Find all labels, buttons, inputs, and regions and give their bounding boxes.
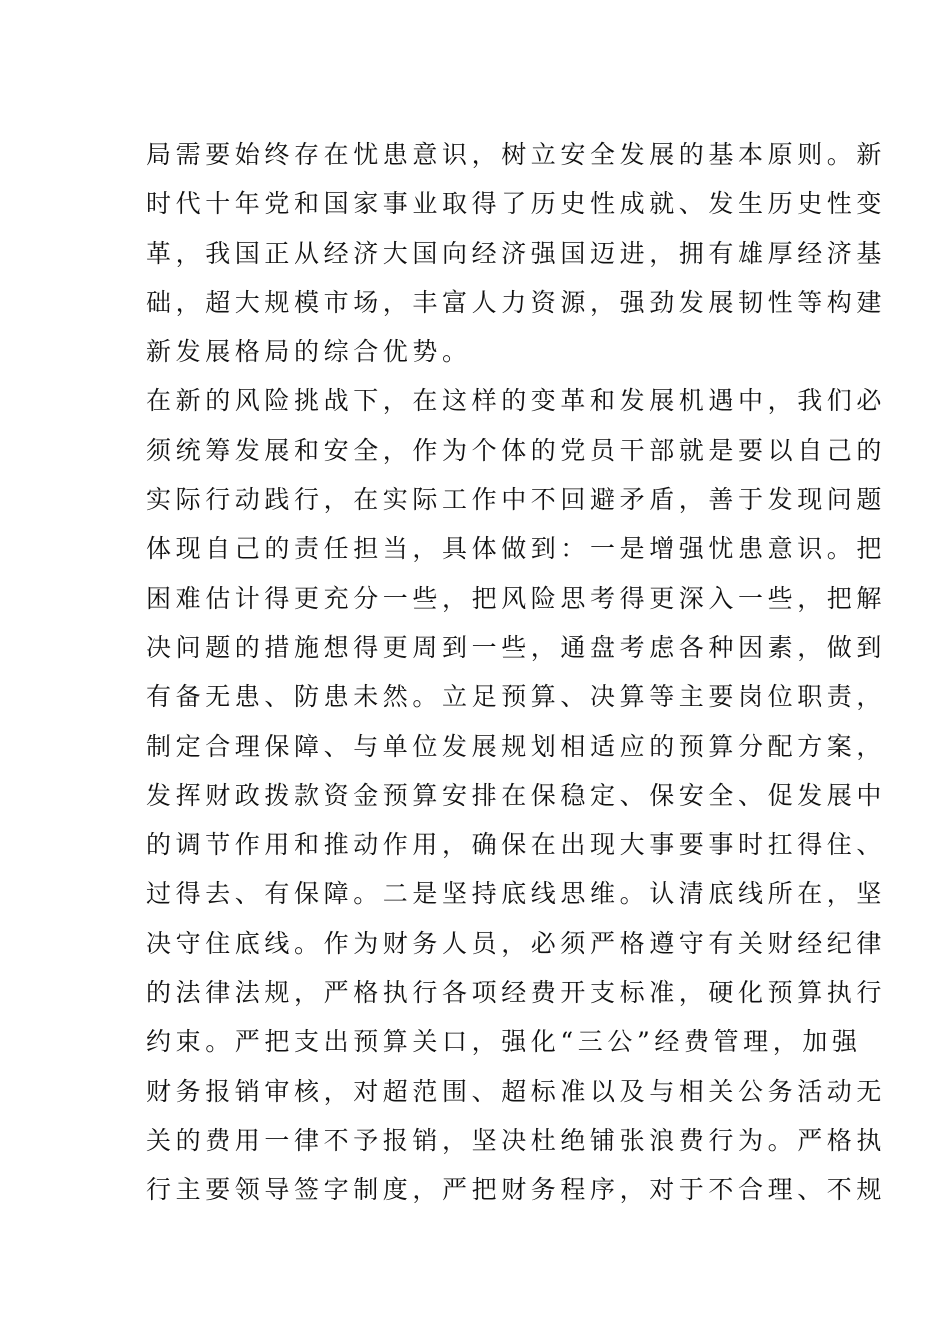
text-line: 约束。严把支出预算关口，强化“三公”经费管理，加强 xyxy=(146,1027,862,1057)
text-line: 制定合理保障、与单位发展规划相适应的预算分配方案， xyxy=(146,731,887,761)
text-line: 在新的风险挑战下，在这样的变革和发展机遇中，我们必 xyxy=(146,386,887,416)
text-line: 决守住底线。作为财务人员，必须严格遵守有关财经纪律 xyxy=(146,928,887,958)
text-line: 发挥财政拨款资金预算安排在保稳定、保安全、促发展中 xyxy=(146,780,887,810)
text-line: 困难估计得更充分一些，把风险思考得更深入一些，把解 xyxy=(146,583,887,613)
text-line: 实际行动践行，在实际工作中不回避矛盾，善于发现问题 xyxy=(146,485,887,515)
text-line: 体现自己的责任担当，具体做到：一是增强忧患意识。把 xyxy=(146,534,887,564)
text-line: 财务报销审核，对超范围、超标准以及与相关公务活动无 xyxy=(146,1076,887,1106)
text-line: 革，我国正从经济大国向经济强国迈进，拥有雄厚经济基 xyxy=(146,238,887,268)
text-line: 有备无患、防患未然。立足预算、决算等主要岗位职责， xyxy=(146,682,887,712)
text-line: 局需要始终存在忧患意识，树立安全发展的基本原则。新 xyxy=(146,140,887,169)
text-line: 的法律法规，严格执行各项经费开支标准，硬化预算执行 xyxy=(146,978,887,1008)
text-line: 行主要领导签字制度，严把财务程序，对于不合理、不规 xyxy=(146,1175,887,1205)
text-line: 的调节作用和推动作用，确保在出现大事要事时扛得住、 xyxy=(146,830,887,860)
text-line: 关的费用一律不予报销，坚决杜绝铺张浪费行为。严格执 xyxy=(146,1125,887,1155)
text-line: 决问题的措施想得更周到一些，通盘考虑各种因素，做到 xyxy=(146,632,887,662)
text-line: 须统筹发展和安全，作为个体的党员干部就是要以自己的 xyxy=(146,435,887,465)
text-line: 过得去、有保障。二是坚持底线思维。认清底线所在，坚 xyxy=(146,879,887,909)
text-line: 新发展格局的综合优势。 xyxy=(146,337,472,367)
text-line: 础，超大规模市场，丰富人力资源，强劲发展韧性等构建 xyxy=(146,287,887,317)
body-text xyxy=(146,130,887,1215)
text-line: 时代十年党和国家事业取得了历史性成就、发生历史性变 xyxy=(146,189,887,219)
